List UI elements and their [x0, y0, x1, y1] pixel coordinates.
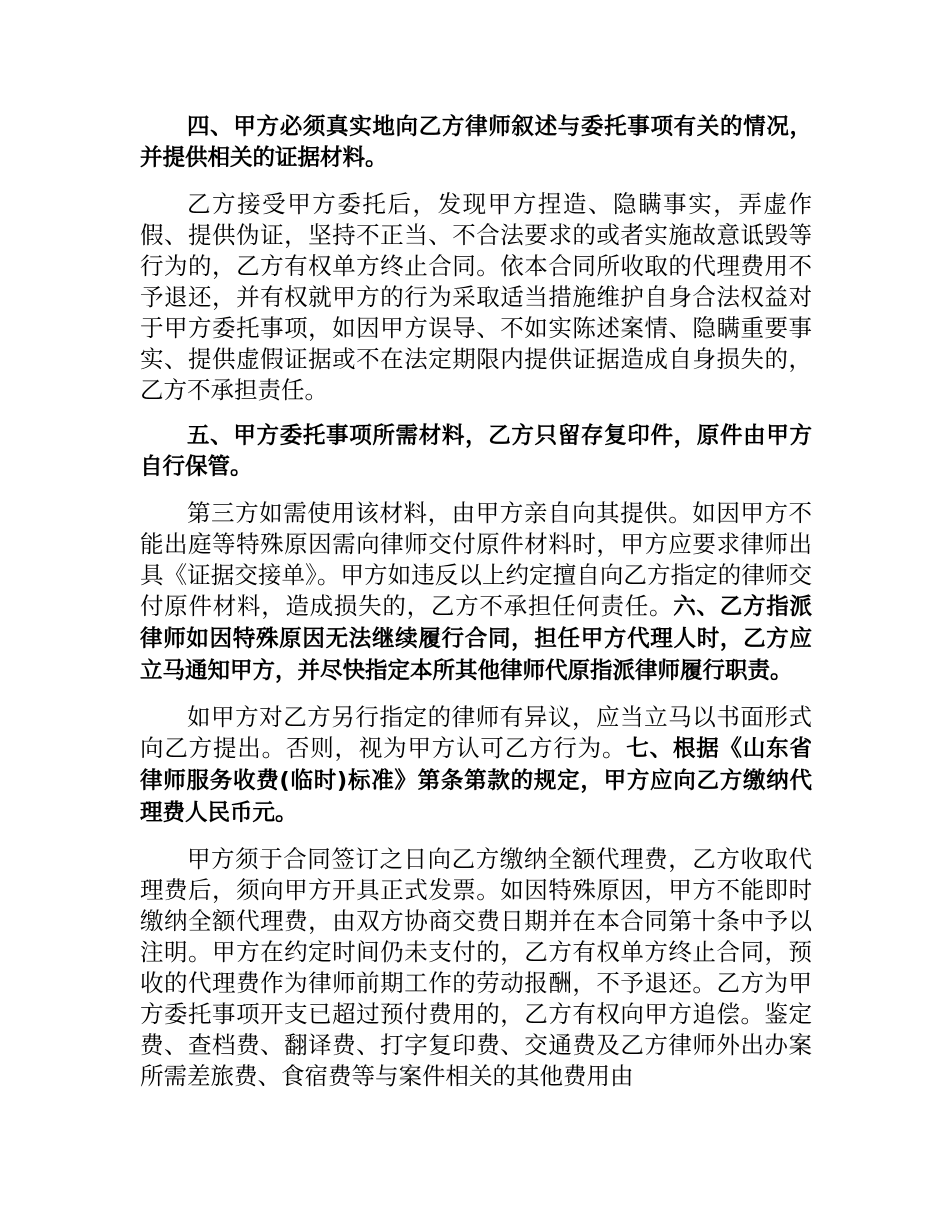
- section-5-body-paragraph: [140, 498, 812, 687]
- section-6-body: 如甲方对乙方另行指定的律师有异议，应当立马以书面形式向乙方提出。否则，视为甲方认可乙方行为。: [140, 703, 812, 762]
- section-7-heading: 七、根据《山东省律师服务收费(临时)标准》第条第款的规定，甲方应向乙方缴纳代理费人民币元。: [140, 736, 812, 826]
- section-5-body: 第三方如需使用该材料，由甲方亲自向其提供。如因甲方不能出庭等特殊原因需向律师交付原件材料时，甲方应要求律师出具《证据交接单》。甲方如违反以上约定擅自向乙方指定的律师交付原件材料，造成损失的，乙方不承担任何责任。: [140, 499, 812, 620]
- section-5-heading: 五、甲方委托事项所需材料，乙方只留存复印件，原件由甲方自行保管。: [140, 423, 812, 480]
- section-4-body: 乙方接受甲方委托后，发现甲方捏造、隐瞒事实，弄虚作假、提供伪证，坚持不正当、不合法要求的或者实施故意诋毁等行为的，乙方有权单方终止合同。依本合同所收取的代理费用不予退还，并有权就甲方的行为采取适当措施维护自身合法权益对于甲方委托事项，如因甲方误导、不如实陈述案情、隐瞒重要事实、提供虚假证据或不在法定期限内提供证据造成自身损失的，乙方不承担责任。: [140, 190, 812, 404]
- section-4-heading: 四、甲方必须真实地向乙方律师叙述与委托事项有关的情况，并提供相关的证据材料。: [140, 114, 812, 171]
- section-6-heading: 六、乙方指派律师如因特殊原因无法继续履行合同，担任甲方代理人时，乙方应立马通知甲方，并尽快指定本所其他律师代原指派律师履行职责。: [140, 594, 812, 684]
- document-page: [140, 112, 812, 1107]
- section-6-body-paragraph: [140, 702, 812, 829]
- section-7-body: 甲方须于合同签订之日向乙方缴纳全额代理费，乙方收取代理费后，须向甲方开具正式发票。如因特殊原因，甲方不能即时缴纳全额代理费，由双方协商交费日期并在本合同第十条中予以注明。甲方在约定时间仍未支付的，乙方有权单方终止合同，预收的代理费作为律师前期工作的劳动报酬，不予退还。乙方为甲方委托事项开支已超过预付费用的，乙方有权向甲方追偿。鉴定费、查档费、翻译费、打字复印费、交通费及乙方律师外出办案所需差旅费、食宿费等与案件相关的其他费用由: [140, 845, 812, 1090]
